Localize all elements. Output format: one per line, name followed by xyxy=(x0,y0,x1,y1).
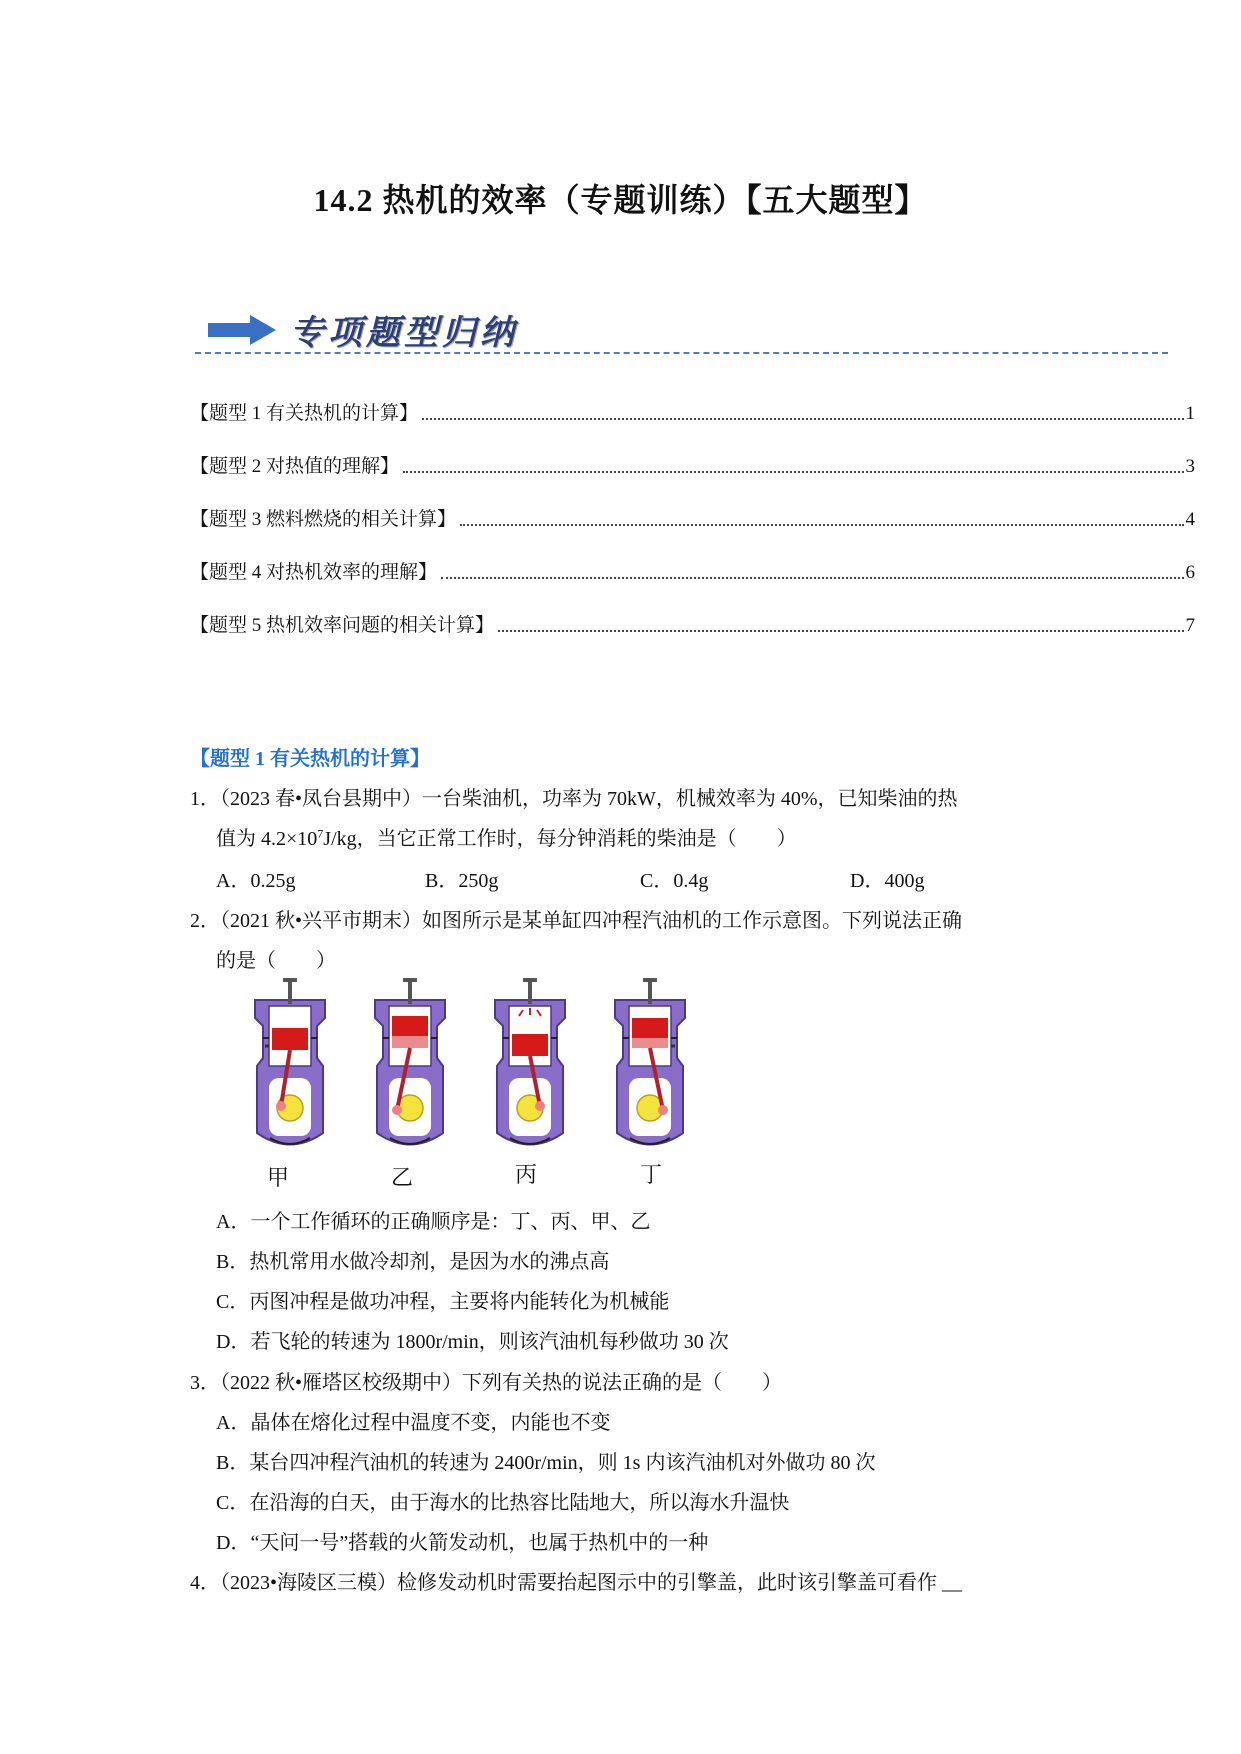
question-2-line-2: 的是（ ） xyxy=(216,950,336,972)
toc-leader xyxy=(460,523,1183,526)
question-number: 4． xyxy=(190,1572,220,1594)
question-number: 2． xyxy=(190,910,220,932)
option-b[interactable]: B．某台四冲程汽油机的转速为 2400r/min，则 1s 内该汽油机对外做功 80 次 xyxy=(216,1452,876,1474)
toc-entry-4[interactable] xyxy=(190,554,1195,584)
toc-label: 【题型 5 热机效率问题的相关计算】 xyxy=(190,615,495,636)
option-a[interactable]: A．一个工作循环的正确顺序是：丁、丙、甲、乙 xyxy=(216,1211,651,1233)
toc-leader xyxy=(441,576,1183,579)
toc-leader xyxy=(403,470,1183,473)
option-c[interactable]: C．0.4g xyxy=(640,870,709,892)
option-b[interactable]: B．热机常用水做冷却剂，是因为水的沸点高 xyxy=(216,1251,610,1273)
toc-entry-2[interactable] xyxy=(190,448,1195,478)
banner-title: 专项题型归纳 xyxy=(290,313,518,353)
question-text: （2022 秋•雁塔区校级期中）下列有关热的说法正确的是（ ） xyxy=(220,1372,783,1394)
figure-label-ding: 丁 xyxy=(640,1163,663,1188)
question-3 xyxy=(190,1366,782,1395)
banner-divider xyxy=(195,352,1168,354)
toc-page-number: 4 xyxy=(1185,509,1195,530)
question-1-line-2: 值为 $4.2\times 10^7J/kg$，当它正常工作时，每分钟消耗的柴油是（ ） xyxy=(216,826,797,850)
toc-page-number: 7 xyxy=(1185,615,1195,636)
page-title: 14.2 热机的效率（专题训练）【五大题型】 xyxy=(313,182,928,218)
option-a[interactable]: A．0.25g xyxy=(216,870,296,892)
question-4 xyxy=(190,1566,962,1595)
arrow-right-icon xyxy=(208,315,276,345)
option-b[interactable]: B．250g xyxy=(425,870,499,892)
toc-page-number: 3 xyxy=(1185,456,1195,477)
toc-label: 【题型 3 燃料燃烧的相关计算】 xyxy=(190,509,457,530)
toc-entry-3[interactable] xyxy=(190,501,1195,531)
option-d[interactable]: D．“天问一号”搭载的火箭发动机，也属于热机中的一种 xyxy=(216,1532,709,1554)
option-d[interactable]: D．若飞轮的转速为 1800r/min，则该汽油机每秒做功 30 次 xyxy=(216,1331,729,1353)
section-heading: 【题型 1 有关热机的计算】 xyxy=(190,748,430,770)
figure-label-jia: 甲 xyxy=(267,1166,290,1191)
engine-strokes-figure xyxy=(225,978,725,1193)
toc-leader xyxy=(498,629,1183,632)
option-c[interactable]: C．丙图冲程是做功冲程，主要将内能转化为机械能 xyxy=(216,1291,670,1313)
toc-page-number: 1 xyxy=(1185,403,1195,424)
question-1 xyxy=(190,782,958,811)
question-2 xyxy=(190,904,962,933)
toc-page-number: 6 xyxy=(1185,562,1195,583)
option-a[interactable]: A．晶体在熔化过程中温度不变，内能也不变 xyxy=(216,1412,611,1434)
toc-entry-5[interactable] xyxy=(190,607,1195,637)
question-text: （2023 春•凤台县期中）一台柴油机，功率为 70kW，机械效率为 40%，已知柴油的热 xyxy=(220,788,958,810)
toc-entry-1[interactable] xyxy=(190,395,1195,425)
figure-label-yi: 乙 xyxy=(391,1166,414,1191)
toc-label: 【题型 4 对热机效率的理解】 xyxy=(190,562,438,583)
option-d[interactable]: D．400g xyxy=(850,870,925,892)
option-c[interactable]: C．在沿海的白天，由于海水的比热容比陆地大，所以海水升温快 xyxy=(216,1492,790,1514)
question-number: 1． xyxy=(190,788,220,810)
question-number: 3． xyxy=(190,1372,220,1394)
question-text: （2023•海陵区三模）检修发动机时需要抬起图示中的引擎盖，此时该引擎盖可看作 __ xyxy=(220,1572,963,1594)
figure-label-bing: 丙 xyxy=(515,1163,538,1188)
question-text: （2021 秋•兴平市期末）如图所示是某单缸四冲程汽油机的工作示意图。下列说法正确 xyxy=(220,910,963,932)
toc-label: 【题型 1 有关热机的计算】 xyxy=(190,403,419,424)
four-stroke-engine-diagram xyxy=(225,978,725,1158)
toc-label: 【题型 2 对热值的理解】 xyxy=(190,456,400,477)
toc-leader xyxy=(422,417,1183,420)
